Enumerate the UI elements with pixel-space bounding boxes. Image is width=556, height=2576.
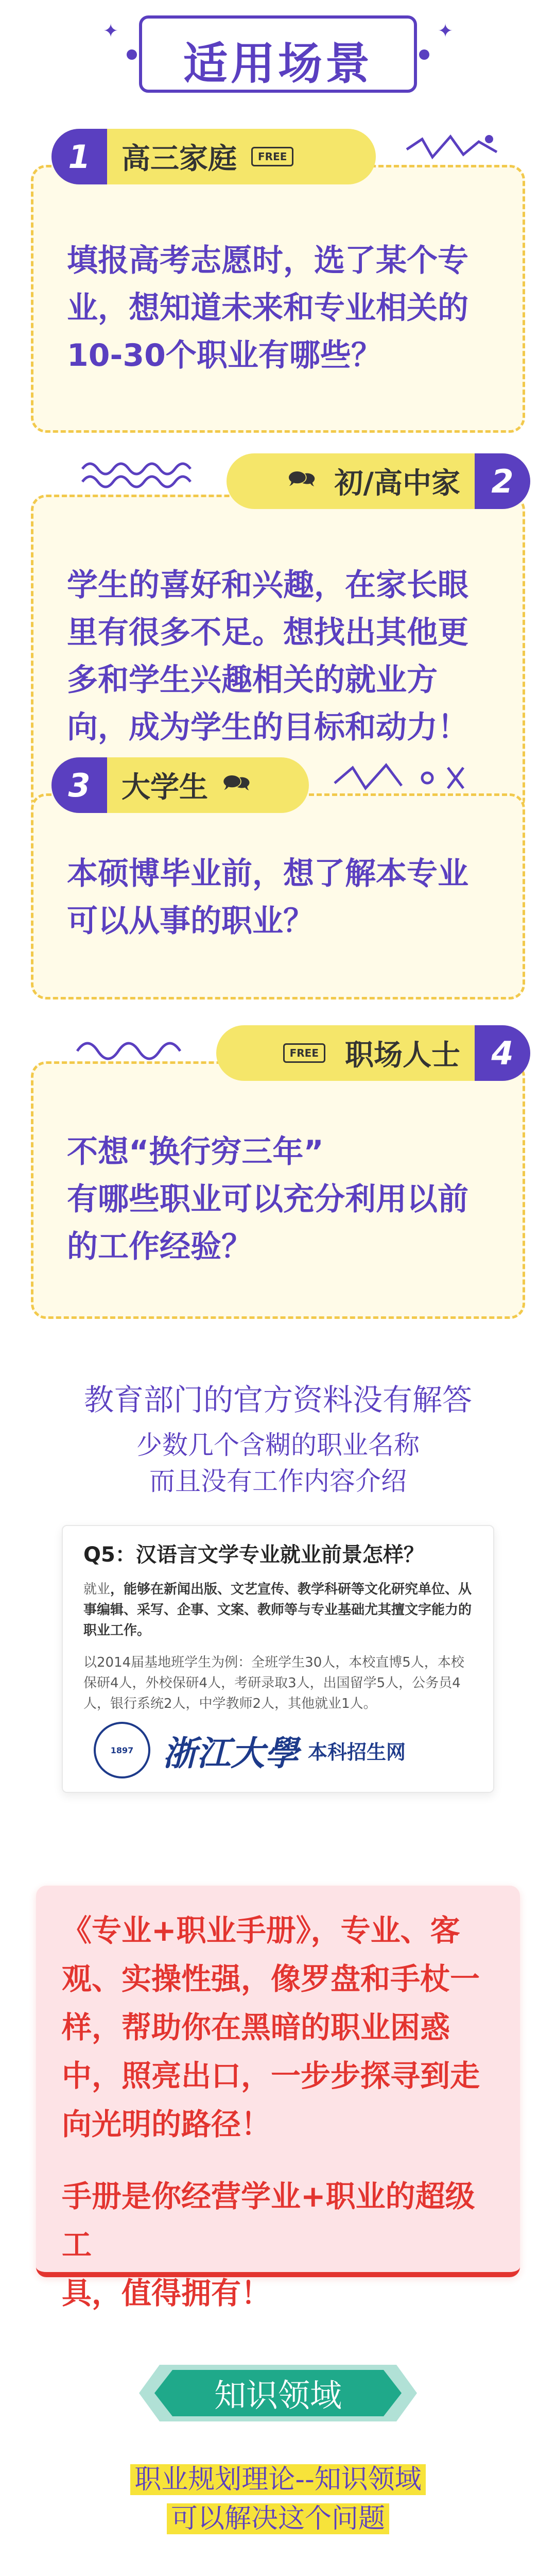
page-title: 适用场景 [183, 38, 373, 90]
knowledge-highlight-2: 可以解决这个问题 [167, 2503, 389, 2534]
edu-headline: 教育部门的官方资料没有解答 [83, 1382, 472, 1417]
card-1-line: 业，想知道未来和专业相关的 [67, 290, 468, 326]
doodle-icon [402, 129, 505, 170]
card-label: 职场人士 [345, 1039, 460, 1072]
handbook-line: 《专业+职业手册》，专业、客 [62, 1913, 460, 1948]
wave-icon [77, 453, 211, 495]
faq-paragraph-2: 以2014届基地班学生为例：全班学生30人，本校直博5人，本校保研4人，外校保研4人，考研录取3人，出国留学5人，公务员4人，银行系统2人，中学教师2人，其他就业1人。 [83, 1655, 464, 1711]
card-number: 4 [475, 1025, 530, 1081]
knowledge-badge: 知识领域 [214, 2377, 342, 2414]
free-tag: FREE [283, 1043, 325, 1063]
university-seal-icon: 1897 [94, 1722, 150, 1778]
card-4-line: 有哪些职业可以充分利用以前 [67, 1181, 468, 1217]
card-2-line: 学生的喜好和兴趣，在家长眼 [67, 567, 468, 603]
card-1-line: 10-30个职业有哪些？ [67, 337, 382, 374]
card-label: 高三家庭 [121, 142, 237, 176]
handbook-line: 向光明的路径！ [62, 2107, 271, 2142]
card-4-line: 不想“换行穷三年” [67, 1134, 324, 1170]
chat-icon: 🗪 [222, 769, 251, 796]
handbook-line: 具，值得拥有！ [62, 2276, 271, 2311]
knowledge-claim-1 [0, 2571, 556, 2576]
card-number: 2 [475, 453, 530, 509]
faq-paragraph-1: 就业，能够在新闻出版、文艺宣传、教学科研等文化研究单位、从事编辑、采写、企事、文案、教师等与专业基础尤其擅文字能力的职业工作。 [83, 1582, 472, 1638]
knowledge-highlight-1: 职业规划理论--知识领域 [130, 2464, 426, 2495]
card-4-header [216, 1025, 530, 1081]
handbook-box [36, 1886, 520, 2311]
handbook-line: 中，照亮出口，一步步探寻到走 [62, 2058, 480, 2093]
card-2-header [227, 453, 530, 509]
zju-portal: 本科招生网 [308, 1740, 406, 1764]
card-2-line: 里有很多不足。想找出其他更 [67, 615, 468, 651]
handbook-line: 手册是你经营学业+职业的超级工 [62, 2179, 475, 2262]
card-label: 初/高中家 [334, 467, 460, 500]
card-number: 1 [51, 129, 107, 184]
card-label: 大学生 [121, 771, 208, 804]
faq-screenshot-card [62, 1525, 494, 1793]
zju-name: 浙江大學 [163, 1733, 299, 1773]
edu-sub-2: 而且没有工作内容介绍 [149, 1466, 407, 1496]
doodle-icon [329, 757, 484, 804]
title-frame [139, 15, 417, 93]
card-number: 3 [51, 757, 107, 813]
handbook-line: 观、实操性强，像罗盘和手杖一 [62, 1961, 480, 1996]
zju-logo [94, 1722, 406, 1778]
card-2-line: 向，成为学生的目标和动力！ [67, 709, 468, 745]
chat-icon: 🗪 [287, 465, 316, 492]
card-4-line: 的工作经验？ [67, 1229, 252, 1265]
card-1-line: 填报高考志愿时，选了某个专 [67, 243, 468, 279]
faq-question: Q5：汉语言文学专业就业前景怎样？ [83, 1543, 424, 1567]
sparkle-icon: ✦ [438, 21, 454, 42]
edu-sub-1: 少数几个含糊的职业名称 [136, 1430, 420, 1460]
squiggle-icon [72, 1030, 206, 1072]
card-3-line: 可以从事的职业？ [67, 903, 314, 939]
card-1-header [51, 129, 376, 184]
card-3-line: 本硕博毕业前，想了解本专业 [67, 856, 468, 892]
card-2-line: 多和学生兴趣相关的就业方 [67, 662, 438, 698]
handbook-line: 样，帮助你在黑暗的职业困惑 [62, 2010, 450, 2045]
free-tag: FREE [251, 147, 293, 166]
card-3-header [51, 757, 309, 813]
sparkle-icon: ✦ [103, 21, 119, 42]
